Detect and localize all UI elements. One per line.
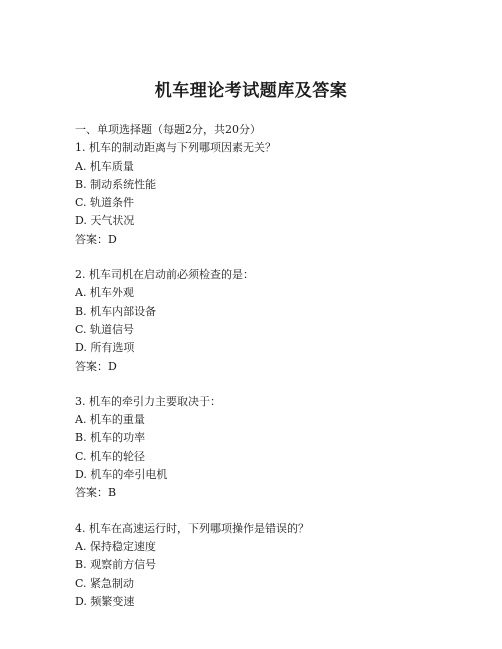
option-c: C. 机车的轮径 xyxy=(75,449,146,463)
option-a: A. 保持稳定速度 xyxy=(75,539,156,553)
question-block xyxy=(75,266,455,376)
option-b: B. 机车内部设备 xyxy=(75,304,157,318)
option-a: A. 机车外观 xyxy=(75,286,134,300)
question-stem: 1. 机车的制动距离与下列哪项因素无关？ xyxy=(75,141,276,155)
option-a: A. 机车质量 xyxy=(75,159,134,173)
question-stem: 3. 机车的牵引力主要取决于： xyxy=(75,394,221,408)
blank-line xyxy=(75,376,455,393)
option-c: C. 轨道条件 xyxy=(75,196,135,210)
option-c: C. 紧急制动 xyxy=(75,576,135,590)
question-block xyxy=(75,393,455,503)
option-d: D. 天气状况 xyxy=(75,214,135,228)
answer-line: 答案：D xyxy=(75,232,117,246)
option-c: C. 轨道信号 xyxy=(75,322,135,336)
answer-line: 答案：B xyxy=(75,486,117,500)
exam-content xyxy=(75,121,455,611)
question-block xyxy=(75,520,455,611)
answer-line: 答案：D xyxy=(75,359,117,373)
option-b: B. 观察前方信号 xyxy=(75,558,157,572)
section-heading: 一、单项选择题（每题2分，共20分） xyxy=(75,123,261,136)
page-title: 机车理论考试题库及答案 xyxy=(154,81,348,101)
option-a: A. 机车的重量 xyxy=(75,413,145,427)
question-block xyxy=(75,139,455,249)
option-d: D. 频繁变速 xyxy=(75,594,135,608)
question-stem: 2. 机车司机在启动前必须检查的是： xyxy=(75,268,254,282)
option-b: B. 机车的功率 xyxy=(75,431,146,445)
question-stem: 4. 机车在高速运行时，下列哪项操作是错误的？ xyxy=(75,521,309,535)
option-d: D. 机车的牵引电机 xyxy=(75,468,168,482)
option-d: D. 所有选项 xyxy=(75,341,135,355)
option-b: B. 制动系统性能 xyxy=(75,177,157,191)
blank-line xyxy=(75,503,455,520)
blank-line xyxy=(75,249,455,266)
